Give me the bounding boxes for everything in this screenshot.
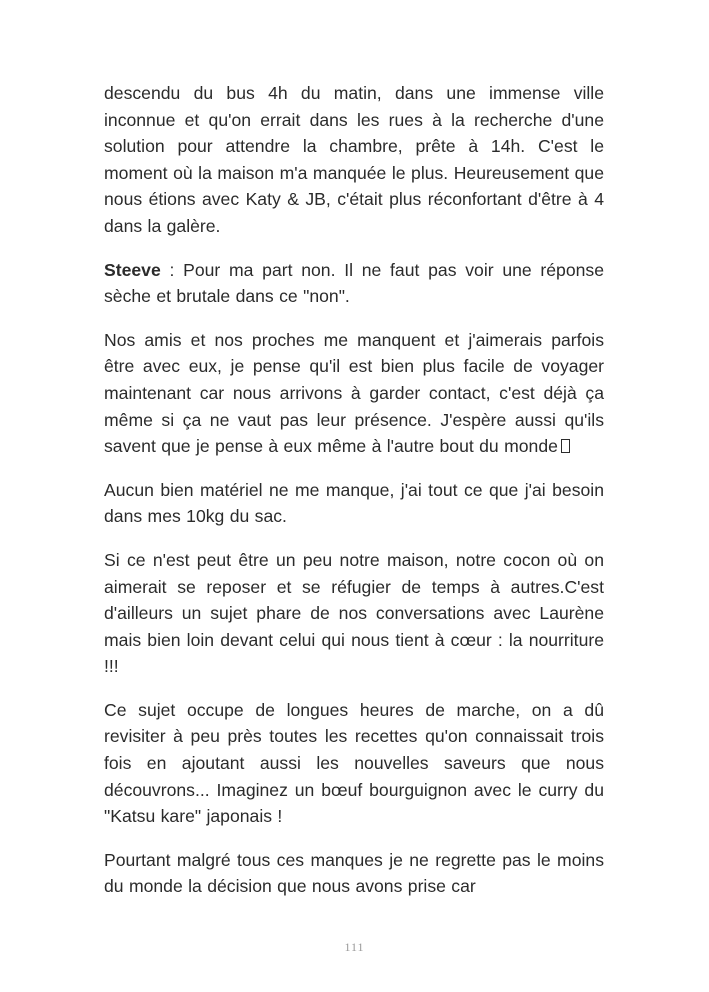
page-number: 111 [344,940,365,954]
paragraph-1 [104,80,604,240]
paragraph-2 [104,257,604,310]
paragraph-5 [104,547,604,680]
page-body [104,80,604,917]
paragraph-text: Nos amis et nos proches me manquent et j'aimerais parfois être avec eux, je pense qu'il est bien plus facile de voyager maintenant car nous arrivons à garder contact, c'est déjà ça même si ça ne vaut pas leur présence. J'espère aussi qu'ils savent que je pense à eux même à l'autre bout du monde [104,329,604,457]
paragraph-3 [104,327,604,460]
paragraph-7 [104,847,604,900]
paragraph-text: Si ce n'est peut être un peu notre maison, notre cocon où on aimerait se reposer et se réfugier de temps à autres.C'est d'ailleurs un sujet phare de nos conversations avec Laurène mais bien loin devant celui qui nous tient à cœur : la nourriture !!! [104,549,604,677]
paragraph-text: : Pour ma part non. Il ne faut pas voir une réponse sèche et brutale dans ce "non". [104,259,604,307]
speaker-name: Steeve [104,259,161,280]
paragraph-text: Pourtant malgré tous ces manques je ne regrette pas le moins du monde la décision que nous avons prise car [104,849,604,897]
paragraph-text: descendu du bus 4h du matin, dans une immense ville inconnue et qu'on errait dans les rues à la recherche d'une solution pour attendre la chambre, prête à 14h. C'est le moment où la maison m'a manquée le plus. Heureusement que nous étions avec Katy & JB, c'était plus réconfortant d'être à 4 dans la galère. [104,83,604,236]
paragraph-6 [104,697,604,830]
missing-glyph-icon [561,439,570,453]
paragraph-text: Aucun bien matériel ne me manque, j'ai tout ce que j'ai besoin dans mes 10kg du sac. [104,479,604,527]
paragraph-text: Ce sujet occupe de longues heures de marche, on a dû revisiter à peu près toutes les recettes qu'on connaissait trois fois en ajoutant aussi les nouvelles saveurs que nous découvrons... Imaginez un bœuf bourguignon avec le curry du "Katsu kare" japonais ! [104,699,604,827]
paragraph-4 [104,477,604,530]
